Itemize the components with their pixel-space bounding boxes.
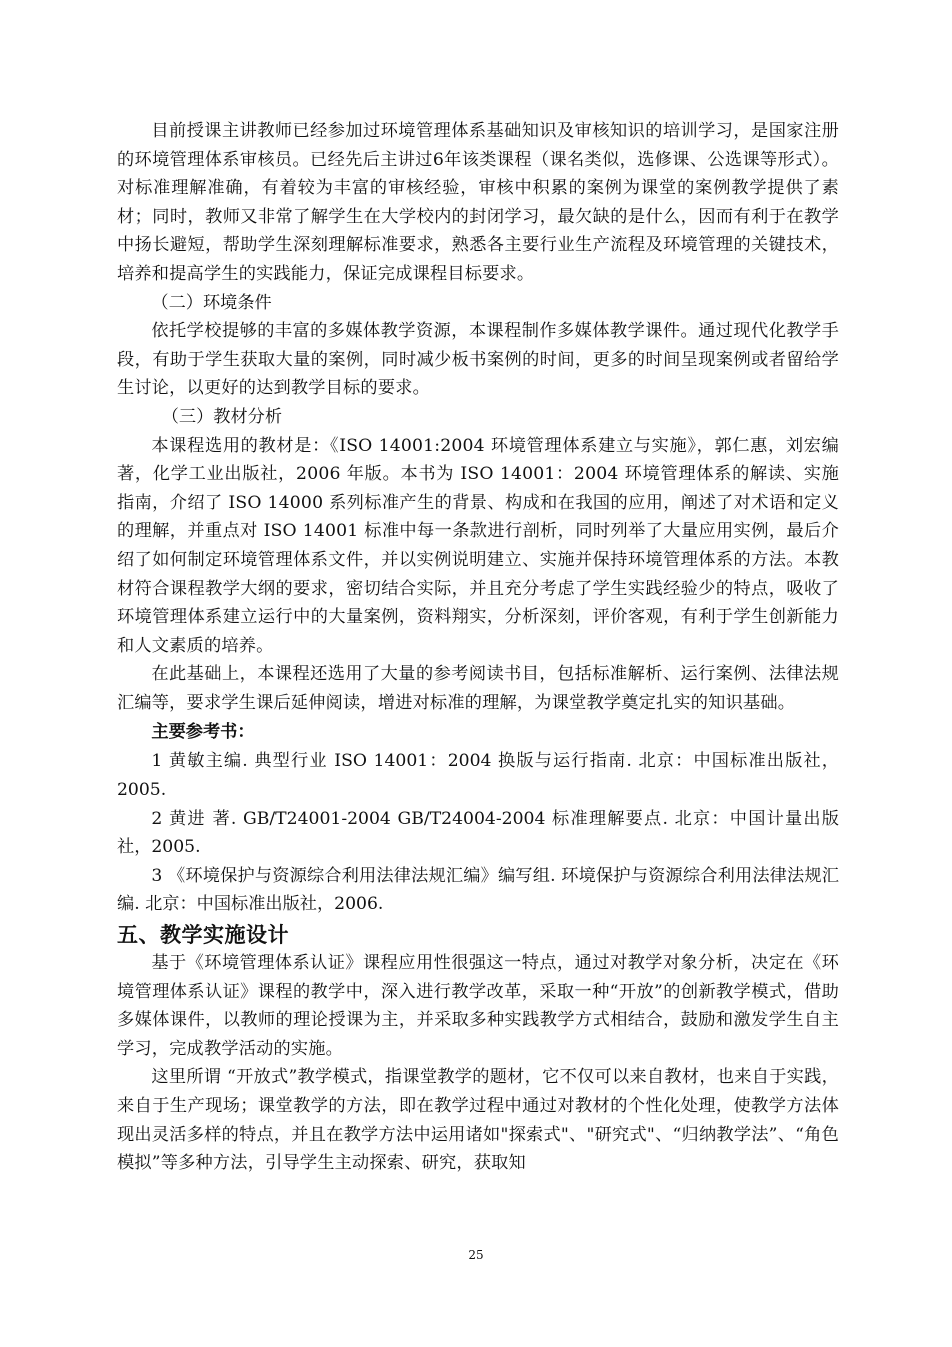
references-heading: 主要参考书： <box>151 722 255 743</box>
reference-item: 1 黄敏主编. 典型行业 ISO 14001：2004 换版与运行指南. 北京：中国标准出版社，2005. <box>117 751 839 801</box>
subheading-textbook-analysis: （三）教材分析 <box>161 406 283 427</box>
section-heading-teaching-design: 五、教学实施设计 <box>117 923 289 948</box>
paragraph-teaching-design: 基于《环境管理体系认证》课程应用性很强这一特点，通过对教学对象分析，决定在《环境管理体系认证》课程的教学中，深入进行教学改革，采取一种“开放”的创新教学模式，借助多媒体课件，以教师的理论授课为主，并采取多种实践教学方式相结合，鼓励和激发学生自主学习，完成教学活动的实施。 <box>117 953 839 1059</box>
reference-item: 2 黄进 著. GB/T24001-2004 GB/T24004-2004 标准理解要点. 北京：中国计量出版社，2005. <box>117 808 839 858</box>
subheading-environment-conditions: （二）环境条件 <box>151 292 272 313</box>
paragraph-textbook-analysis: 本课程选用的教材是：《ISO 14001:2004 环境管理体系建立与实施》，郭仁惠，刘宏编著，化学工业出版社，2006 年版。本书为 ISO 14001：2004 环境管理体系的解读、实施指南，介绍了 ISO 14000 系列标准产生的背景、构成和在我国的应用，阐述了对术语和定义的理解，并重点对 ISO 14001 标准中每一条款进行剖析，同时列举了大量应用实例，最后介绍了如何制定环境管理体系文件，并以实例说明建立、实施并保持环境管理体系的方法。本教材符合课程教学大纲的要求，密切结合实际，并且充分考虑了学生实践经验少的特点，吸收了环境管理体系建立运行中的大量案例，资料翔实，分析深刻，评价客观，有利于学生创新能力和人文素质的培养。 <box>117 435 839 656</box>
page-number: 25 <box>468 1248 484 1262</box>
paragraph-environment-conditions: 依托学校提够的丰富的多媒体教学资源，本课程制作多媒体教学课件。通过现代化教学手段，有助于学生获取大量的案例，同时减少板书案例的时间，更多的时间呈现案例或者留给学生讨论，以更好的达到教学目标的要求。 <box>117 321 839 399</box>
page-body <box>117 117 839 1178</box>
reference-item: 3 《环境保护与资源综合利用法律法规汇编》编写组. 环境保护与资源综合利用法律法规汇编. 北京：中国标准出版社，2006. <box>117 865 839 915</box>
paragraph-reference-reading: 在此基础上，本课程还选用了大量的参考阅读书目，包括标准解析、运行案例、法律法规汇编等，要求学生课后延伸阅读，增进对标准的理解，为课堂教学奠定扎实的知识基础。 <box>117 664 839 713</box>
paragraph-open-teaching-model: 这里所谓 “开放式”教学模式，指课堂教学的题材，它不仅可以来自教材，也来自于实践，来自于生产现场；课堂教学的方法，即在教学过程中通过对教材的个性化处理，使教学方法体现出灵活多样的特点，并且在教学方法中运用诸如"探索式"、"研究式"、“归纳教学法”、“角色模拟”等多种方法，引导学生主动探索、研究，获取知 <box>117 1067 839 1174</box>
paragraph-teacher-qualification: 目前授课主讲教师已经参加过环境管理体系基础知识及审核知识的培训学习，是国家注册的环境管理体系审核员。已经先后主讲过6年该类课程（课名类似，选修课、公选课等形式）。对标准理解准确，有着较为丰富的审核经验，审核中积累的案例为课堂的案例教学提供了素材；同时，教师又非常了解学生在大学校内的封闭学习，最欠缺的是什么，因而有利于在教学中扬长避短，帮助学生深刻理解标准要求，熟悉各主要行业生产流程及环境管理的关键技术，培养和提高学生的实践能力，保证完成课程目标要求。 <box>117 121 839 284</box>
